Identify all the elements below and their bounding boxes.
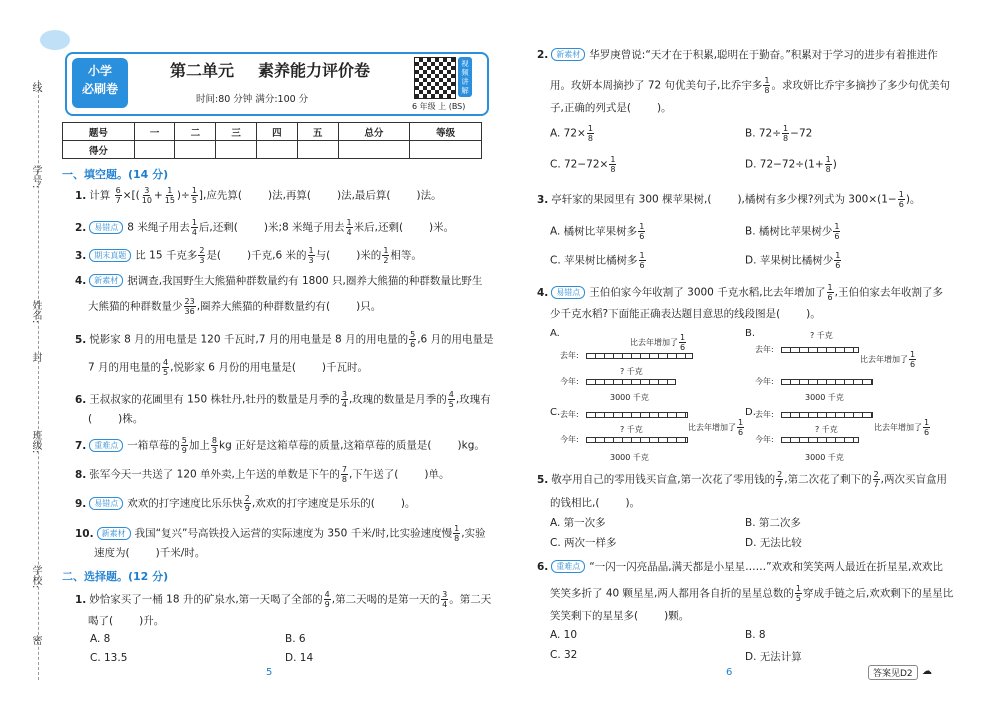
score-table — [62, 122, 482, 159]
grade-label: 6 年级 上 (BS) — [412, 102, 466, 111]
score-header-cell: 总分 — [338, 123, 410, 141]
option-a[interactable]: A. 橘树比苹果树多 $\frac{1}{6}$ — [550, 222, 645, 241]
question-1-10-line1: 10. 新素材 我国“复兴”号高铁投入运营的实际速度为 350 千米/时,比实验速度慢 $\frac{1}{8}$ ,实验 — [75, 524, 486, 543]
question-1-5-line1: 5. 悦影家 8 月的用电量是 120 千瓦时,7 月的用电量是 8 月的用电量的 $\frac{5}{6}$ ,6 月的用电量是 — [75, 330, 494, 349]
page-number-left: 5 — [266, 667, 273, 678]
key-difficulty-tag: 重难点 — [89, 439, 123, 452]
error-prone-tag: 易错点 — [89, 221, 123, 234]
diagram-bar — [781, 379, 873, 385]
question-r2-line2: 用。玫妍本周摘抄了 72 句优美句子,比乔宇多 $\frac{1}{8}$ 。求玫妍比乔宇多摘抄了多少句优美句 — [550, 76, 950, 95]
sidebar-class: 班级: — [30, 430, 41, 454]
question-1-9: 9. 易错点 欢欢的打字速度比乐乐快 $\frac{2}{9}$ ,欢欢的打字速度是乐乐的( )。 — [75, 494, 416, 513]
score-cell[interactable] — [175, 141, 216, 159]
diagram-unknown-label: ? 千克 — [815, 425, 838, 434]
score-header-cell: 二 — [175, 123, 216, 141]
sidebar-line-label: 线 — [30, 82, 41, 92]
diagram-total-label: 3000 千克 — [805, 393, 844, 402]
diagram-row-label: 今年: — [755, 435, 774, 444]
diagram-bar — [586, 379, 676, 385]
diagram-bar — [586, 353, 693, 359]
sidebar-student-id: 学号: — [30, 165, 41, 189]
score-cell[interactable] — [297, 141, 338, 159]
question-1-10-line2: 速度为( )千米/时。 — [94, 547, 206, 559]
key-difficulty-tag: 重难点 — [551, 560, 585, 573]
question-r2-line1: 2. 新素材 华罗庚曾说:“天才在于积累,聪明在于勤奋。”积累对于学习的进步有着推进作 — [537, 49, 938, 61]
new-material-tag: 新素材 — [89, 274, 123, 287]
option-c[interactable]: C. 32 — [550, 649, 578, 661]
new-material-tag: 新素材 — [551, 48, 585, 61]
option-d[interactable]: D. 72−72÷(1+ $\frac{1}{8}$ ) — [745, 155, 837, 174]
diagram-increase-label: 比去年增加了 $\frac{1}{6}$ — [860, 350, 916, 369]
score-table-score-row — [63, 141, 482, 159]
question-1-4-line1: 4. 新素材 据调查,我国野生大熊猫种群数量约有 1800 只,圈养大熊猫的种群数量比野生 — [75, 275, 483, 287]
unit-title: 第二单元 — [170, 61, 235, 80]
option-c[interactable]: C. 13.5 — [90, 652, 128, 664]
diagram-letter: B. — [745, 328, 756, 339]
qr-label: 视频讲解 — [458, 57, 472, 97]
score-cell[interactable] — [410, 141, 482, 159]
sidebar-name: 姓名: — [30, 300, 41, 324]
diagram-row-label: 去年: — [560, 351, 579, 360]
question-r2-line3: 子,正确的列式是( )。 — [550, 102, 672, 114]
option-d[interactable]: D. 14 — [285, 652, 314, 664]
cartoon-icon: ☁ — [922, 666, 932, 677]
question-2-1-line1: 1. 妙恰家买了一桶 18 升的矿泉水,第一天喝了全部的 $\frac{4}{9}$ ,第二天喝的是第一天的 $\frac{3}{4}$ 。第二天 — [75, 590, 492, 609]
diagram-unknown-label: ? 千克 — [810, 331, 833, 340]
paper-title: 素养能力评价卷 — [258, 61, 371, 80]
diagram-increase-label: 比去年增加了 $\frac{1}{6}$ — [688, 418, 744, 437]
option-c[interactable]: C. 72−72× $\frac{1}{8}$ — [550, 155, 616, 174]
diagram-unknown-label: ? 千克 — [620, 367, 643, 376]
score-header-cell: 三 — [216, 123, 257, 141]
sidebar-school: 学校: — [30, 565, 41, 589]
section-choice: 二、选择题。(12 分) — [62, 570, 169, 583]
score-row-label: 得分 — [63, 141, 135, 159]
question-r4-line2: 少千克水稻?下面能正确表达题目意思的线段图是( )。 — [550, 308, 821, 320]
diagram-increase-label: 比去年增加了 $\frac{1}{6}$ — [630, 333, 686, 352]
score-cell[interactable] — [338, 141, 410, 159]
option-b[interactable]: B. 第二次多 — [745, 517, 801, 529]
option-a[interactable]: A. 8 — [90, 633, 111, 645]
question-r6-line3: 笑笑剩下的星星多( )颗。 — [550, 610, 690, 622]
diagram-letter: C. — [550, 407, 561, 418]
option-b[interactable]: B. 6 — [285, 633, 306, 645]
section-fill-in: 一、填空题。(14 分) — [62, 168, 169, 181]
new-material-tag: 新素材 — [97, 527, 131, 540]
qr-code-icon — [414, 57, 456, 99]
score-header-cell: 题号 — [63, 123, 135, 141]
diagram-total-label: 3000 千克 — [610, 453, 649, 462]
score-cell[interactable] — [257, 141, 298, 159]
question-r6-line2: 笑笑多折了 40 颗星星,两人都用各自折的星星总数的 $\frac{1}{5}$ 穿成手链之后,欢欢剩下的星星比 — [550, 584, 954, 603]
option-a[interactable]: A. 第一次多 — [550, 517, 606, 529]
question-r5-line2: 的钱相比,( )。 — [550, 497, 641, 509]
diagram-letter: D. — [745, 407, 756, 418]
sidebar-bind: 密 — [30, 635, 41, 645]
diagram-total-label: 3000 千克 — [805, 453, 844, 462]
diagram-bar — [781, 347, 859, 353]
diagram-letter: A. — [550, 328, 560, 339]
option-a[interactable]: A. 10 — [550, 629, 578, 641]
series-badge: 小学 必刷卷 — [72, 58, 128, 108]
sidebar-seal: 封 — [30, 352, 41, 362]
question-r3: 3. 亭轩家的果园里有 300 棵苹果树,( ),橘树有多少棵?列式为 300×(1− $\frac{1}{6}$ )。 — [537, 190, 921, 209]
option-a[interactable]: A. 72× $\frac{1}{8}$ — [550, 124, 593, 143]
diagram-bar — [781, 412, 873, 418]
diagram-row-label: 去年: — [755, 410, 774, 419]
question-1-6-line2: ( )株。 — [88, 413, 144, 425]
option-c[interactable]: C. 两次一样多 — [550, 537, 617, 549]
score-cell[interactable] — [134, 141, 175, 159]
question-1-5-line2: 7 月的用电量的 $\frac{4}{5}$ ,悦影家 6 月份的用电量是( )千瓦时。 — [88, 358, 369, 377]
diagram-row-label: 今年: — [560, 377, 579, 386]
option-b[interactable]: B. 72÷ $\frac{1}{8}$ −72 — [745, 124, 813, 143]
diagram-bar — [586, 412, 688, 418]
diagram-unknown-label: ? 千克 — [620, 425, 643, 434]
diagram-bar — [586, 437, 688, 443]
question-1-8: 8. 张军今天一共送了 120 单外卖,上午送的单数是下午的 $\frac{7}{8}$ ,下午送了( )单。 — [75, 465, 450, 484]
exam-meta: 时间:80 分钟 满分:100 分 — [196, 94, 309, 105]
option-b[interactable]: B. 8 — [745, 629, 766, 641]
score-cell[interactable] — [216, 141, 257, 159]
diagram-total-label: 3000 千克 — [610, 393, 649, 402]
question-1-3: 3. 期末真题 比 15 千克多 $\frac{2}{3}$ 是( )千克,6 米的 $\frac{1}{3}$ 与( )米的 $\frac{1}{2}$ 相等。 — [75, 246, 422, 265]
score-header-cell: 五 — [297, 123, 338, 141]
option-d[interactable]: D. 苹果树比橘树少 $\frac{1}{6}$ — [745, 251, 841, 270]
diagram-increase-label: 比去年增加了 $\frac{1}{6}$ — [874, 418, 930, 437]
question-r5-line1: 5. 敬亭用自己的零用钱买盲盒,第一次花了零用钱的 $\frac{2}{7}$ ,第二次花了剩下的 $\frac{2}{7}$ ,两次买盲盒用 — [537, 470, 948, 489]
diagram-bar — [781, 437, 859, 443]
diagram-row-label: 去年: — [560, 410, 579, 419]
score-header-cell: 四 — [257, 123, 298, 141]
question-r6-line1: 6. 重难点 “一闪一闪亮晶晶,满天都是小星星……”欢欢和笑笑两人最近在折星星,欢欢比 — [537, 561, 943, 573]
option-b[interactable]: B. 橘树比苹果树少 $\frac{1}{6}$ — [745, 222, 840, 241]
answer-note: 答案见D2 — [868, 665, 918, 680]
page-number-right: 6 — [726, 667, 733, 678]
diagram-row-label: 今年: — [755, 377, 774, 386]
question-1-6-line1: 6. 王叔叔家的花圃里有 150 株牡丹,牡丹的数量是月季的 $\frac{3}{4}$ ,玫瑰的数量是月季的 $\frac{4}{5}$ ,玫瑰有 — [75, 390, 491, 409]
score-table-header-row — [63, 123, 482, 141]
question-1-7: 7. 重难点 一箱草莓的 $\frac{5}{9}$ 加上 $\frac{8}{3}$ kg 正好是这箱草莓的质量,这箱草莓的质量是( )kg。 — [75, 436, 485, 455]
error-prone-tag: 易错点 — [551, 286, 585, 299]
error-prone-tag: 易错点 — [89, 497, 123, 510]
option-d[interactable]: D. 无法比较 — [745, 537, 802, 549]
decor-cloud-icon — [40, 30, 70, 50]
diagram-row-label: 今年: — [560, 435, 579, 444]
question-1-2: 2. 易错点 8 米绳子用去 $\frac{1}{4}$ 后,还剩( )米;8 米绳子用去 $\frac{1}{4}$ 米后,还剩( )米。 — [75, 218, 455, 237]
question-2-1-line2: 喝了( )升。 — [88, 615, 165, 627]
option-c[interactable]: C. 苹果树比橘树多 $\frac{1}{6}$ — [550, 251, 645, 270]
question-1-1: 1. 计算 $\frac{6}{7}$ ×[( $\frac{3}{10}$ + $\frac{1}{15}$ )÷ $\frac{1}{5}$ ],应先算( )法,再算( )法,最后算( )法。 — [75, 186, 442, 205]
question-r4-line1: 4. 易错点 王伯伯家今年收割了 3000 千克水稻,比去年增加了 $\frac{1}{6}$ ,王伯伯家去年收割了多 — [537, 283, 943, 302]
score-header-cell: 等级 — [410, 123, 482, 141]
score-header-cell: 一 — [134, 123, 175, 141]
final-exam-tag: 期末真题 — [89, 249, 131, 262]
diagram-row-label: 去年: — [755, 345, 774, 354]
question-1-4-line2: 大熊猫的种群数量少 $\frac{23}{36}$ ,圈养大熊猫的种群数量约有( )只。 — [88, 297, 382, 316]
option-d[interactable]: D. 无法计算 — [745, 651, 802, 663]
